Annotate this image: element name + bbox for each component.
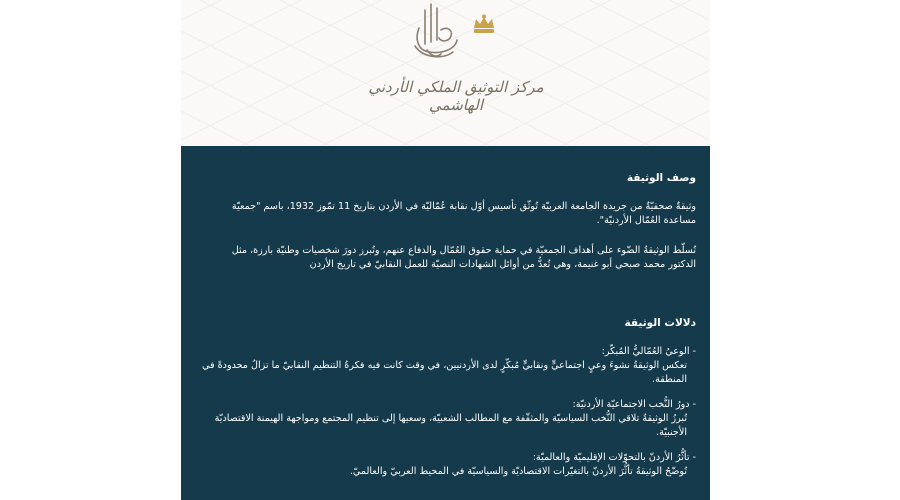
document-body: [181, 146, 710, 500]
description-paragraph-2: تُسلّط الوثيقةُ الضّوء على أهداف الجمعيّة في حماية حقوق العُمّال والدفاع عنهم، وتُبرز دورَ شخصيات وطنيّة بارزة، مثل الدكتور محمد صبحي أبو غنيمة، وهي تُعدُّ من أوائل الشهادات النصيّة للعمل النقابيّ في تاريخ الأردن: [231, 245, 696, 270]
indications-title: دلالات الوثيقة: [624, 317, 696, 329]
description-paragraph-1: وثيقةٌ صحفيّةٌ من جريدة الجامعة العربيّة تُوثّق تأسيس أوّل نقابة عُمّاليّة في الأردن بتاريخ 11 تمّوز 1932، باسم "جمعيّة مساعدة العُمّال الأردنيّة".: [231, 201, 696, 226]
indication-heading: - تأثُّرُ الأردنّ بالتحوّلات الإقليميّة والعالميّة:: [532, 452, 696, 463]
center-name-logo: مركز التوثيق الملكي الأردني الهاشمي: [368, 78, 544, 114]
document-card: [181, 0, 710, 500]
indication-text: تُبرزُ الوثيقةُ تلاقي النُّخب السياسيّة والمثقّفة مع المطالب الشعبيّة، وسعيها إلى تنظيم المجتمع ومواجهة الهيمنة الاقتصاديّة الأجنبيّة.: [214, 413, 687, 438]
document-header: [181, 0, 710, 146]
indication-item: [201, 345, 696, 387]
crown-icon: [471, 14, 497, 36]
indications-list: [201, 345, 696, 479]
indication-item: [201, 451, 696, 479]
description-title: وصف الوثيقة: [626, 172, 696, 184]
indication-item: [201, 398, 696, 440]
indication-heading: - الوعيُ العُمّاليُّ المُبكّر:: [601, 346, 696, 357]
indication-heading: - دورُ النُّخب الاجتماعيّة الأردنيّة:: [572, 399, 696, 410]
royal-tughra-emblem: [407, 0, 467, 70]
indication-text: تعكس الوثيقةُ نشوءَ وعيٍ اجتماعيٍّ ونقابيٍّ مُبكّرٍ لدى الأردنيين، في وقت كانت فيه فكرةُ التنظيم النقابيّ ما تزالُ محدودةً في المنطقة.: [202, 360, 687, 385]
indication-text: تُوضّحُ الوثيقةُ تأثُّرَ الأردنّ بالتغيّرات الاقتصاديّة والسياسيّة في المحيط العربيّ والعالميّ.: [349, 466, 687, 477]
